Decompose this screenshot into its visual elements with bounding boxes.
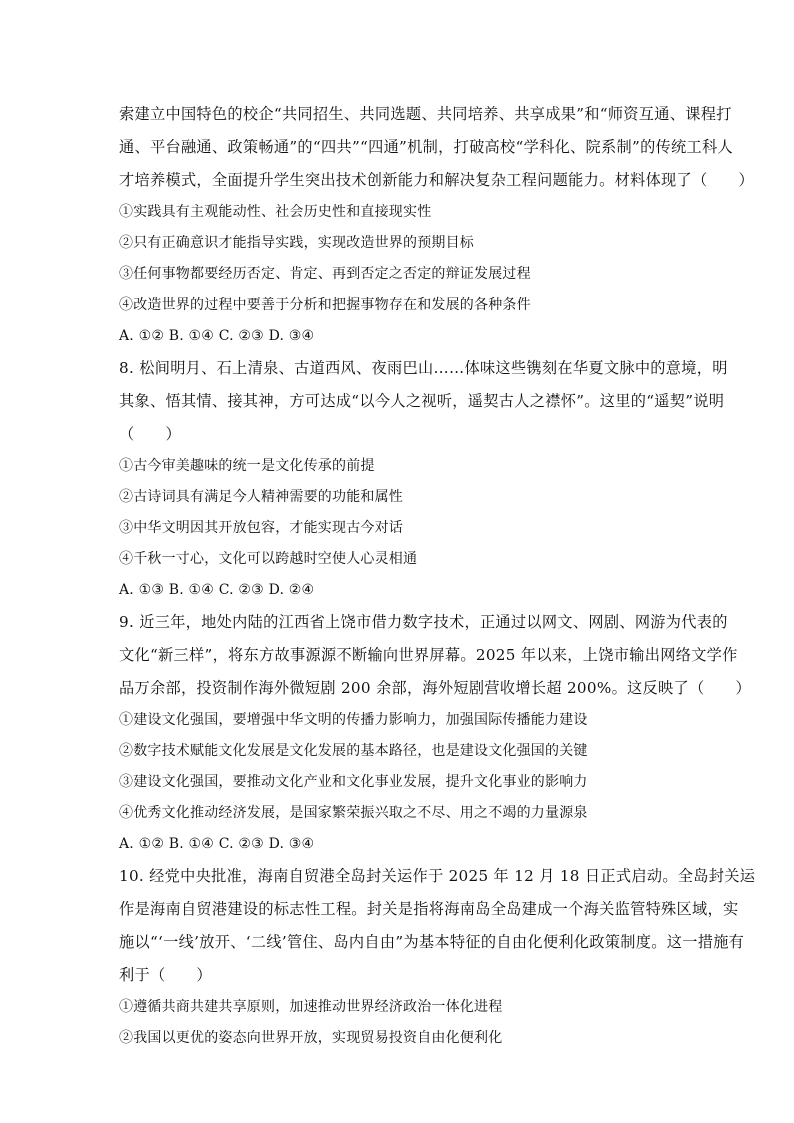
question-7	[119, 98, 754, 352]
q10-stem-line-3: 施以“‘一线’放开、‘二线’管住、岛内自由”为基本特征的自由化便利化政策制度。这一措施有	[119, 933, 745, 951]
q8-stem-line-2: 其象、悟其情、接其神，方可达成“以今人之视听，遥契古人之襟怀”。这里的“遥契”说明	[119, 392, 725, 410]
q8-stem-line-3: （ ）	[119, 425, 181, 443]
question-9	[119, 606, 751, 860]
q9-stem-line-2: 文化“新三样”，将东方故事源源不断输向世界屏幕。2025 年以来，上饶市输出网络文学作	[119, 646, 738, 664]
q7-option-2: ②只有正确意识才能指导实践，实现改造世界的预期目标	[119, 235, 474, 251]
q8-option-4: ④千秋一寸心，文化可以跨越时空使人心灵相通	[119, 551, 418, 567]
q10-option-2: ②我国以更优的姿态向世界开放，实现贸易投资自由化便利化	[119, 1030, 503, 1046]
page-content	[119, 98, 756, 1054]
q8-stem-line-1: 8. 松间明月、石上清泉、古道西风、夜雨巴山……体味这些镌刻在华夏文脉中的意境，明	[119, 359, 728, 377]
q10-stem-line-2: 作是海南自贸港建设的标志性工程。封关是指将海南岛全岛建成一个海关监管特殊区域，实	[119, 900, 739, 918]
q10-stem-line-4: 利于（ ）	[119, 966, 212, 984]
q8-option-1: ①古今审美趣味的统一是文化传承的前提	[119, 458, 375, 474]
q9-option-2: ②数字技术赋能文化发展是文化发展的基本路径，也是建设文化强国的关键	[119, 743, 588, 759]
q7-stem-line-2: 通、平台融通、政策畅通”的“四共”“四通”机制，打破高校“学科化、院系制”的传统工科人	[119, 138, 733, 156]
q7-stem-line-1: 索建立中国特色的校企“共同招生、共同选题、共同培养、共享成果”和“师资互通、课程打	[119, 105, 732, 123]
q9-option-1: ①建设文化强国，要增强中华文明的传播力影响力，加强国际传播能力建设	[119, 712, 588, 728]
q8-option-2: ②古诗词具有满足今人精神需要的功能和属性	[119, 489, 403, 505]
question-10	[119, 860, 756, 1054]
question-8	[119, 352, 728, 606]
q7-stem-line-3: 才培养模式，全面提升学生突出技术创新能力和解决复杂工程问题能力。材料体现了（ ）	[119, 171, 754, 189]
q9-option-4: ④优秀文化推动经济发展，是国家繁荣振兴取之不尽、用之不竭的力量源泉	[119, 805, 588, 821]
q9-option-3: ③建设文化强国，要推动文化产业和文化事业发展，提升文化事业的影响力	[119, 774, 588, 790]
q7-answer-choices: A. ①② B. ①④ C. ②③ D. ③④	[119, 328, 315, 344]
q7-option-3: ③任何事物都要经历否定、肯定、再到否定之否定的辩证发展过程	[119, 266, 531, 282]
q8-option-3: ③中华文明因其开放包容，才能实现古今对话	[119, 520, 403, 536]
q7-option-4: ④改造世界的过程中要善于分析和把握事物存在和发展的各种条件	[119, 297, 531, 313]
q7-option-1: ①实践具有主观能动性、社会历史性和直接现实性	[119, 204, 432, 220]
q9-answer-choices: A. ①② B. ①④ C. ②③ D. ③④	[119, 836, 315, 852]
q10-option-1: ①遵循共商共建共享原则，加速推动世界经济政治一体化进程	[119, 999, 503, 1015]
q9-stem-line-1: 9. 近三年，地处内陆的江西省上饶市借力数字技术，正通过以网文、网剧、网游为代表的	[119, 613, 728, 631]
q8-answer-choices: A. ①③ B. ①④ C. ②③ D. ②④	[119, 582, 315, 598]
q9-stem-line-3: 品万余部，投资制作海外微短剧 200 余部，海外短剧营收增长超 200%。这反映了（ ）	[119, 679, 751, 697]
q10-stem-line-1: 10. 经党中央批准，海南自贸港全岛封关运作于 2025 年 12 月 18 日正式启动。全岛封关运	[119, 867, 756, 885]
